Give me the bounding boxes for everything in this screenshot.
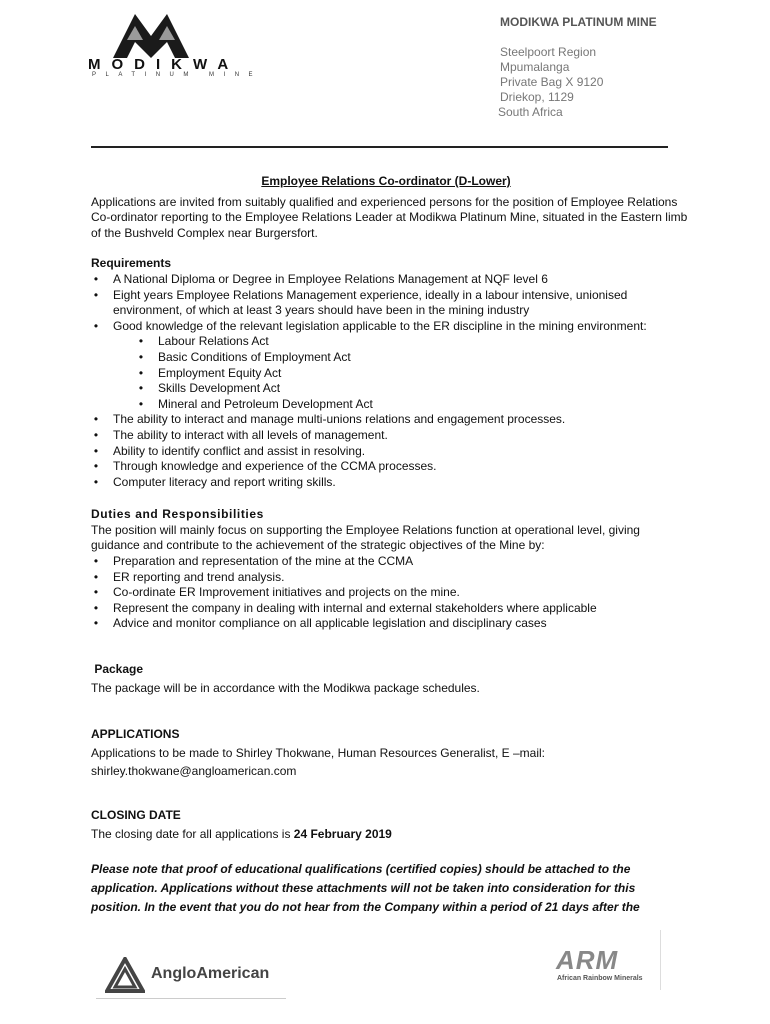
- arm-logo-text: ARM: [556, 945, 619, 975]
- list-item: • Ability to identify conflict and assist in resolving.: [113, 444, 691, 460]
- list-item: • Good knowledge of the relevant legislation applicable to the ER discipline in the mining environment:: [113, 319, 691, 335]
- list-item: • Eight years Employee Relations Management experience, ideally in a labour intensive, unionised environment, of which at least 3 years should have been in the mining industry: [113, 288, 691, 319]
- duties-intro: The position will mainly focus on supporting the Employee Relations function at operational level, giving guidance and contribute to the achievement of the strategic objectives of the Mine by:: [91, 522, 640, 553]
- document-body: [91, 174, 691, 917]
- address-line: Steelpoort Region: [500, 45, 597, 59]
- address-line: Driekop, 1129: [500, 90, 574, 104]
- closing-heading: CLOSING DATE: [91, 808, 181, 822]
- contact-email[interactable]: shirley.thokwane@angloamerican.com: [91, 764, 297, 779]
- requirements-list: [91, 272, 691, 334]
- address-line: Mpumalanga: [500, 60, 570, 74]
- list-item: • Employment Equity Act: [158, 366, 691, 382]
- closing-text: [91, 827, 691, 843]
- legislation-list: [91, 334, 691, 412]
- list-item: • Co-ordinate ER Improvement initiatives and projects on the mine.: [113, 585, 691, 601]
- list-item: • The ability to interact with all levels of management.: [113, 428, 691, 444]
- closing-label: The closing date for all applications is: [91, 826, 294, 841]
- modikwa-logo-mark: [113, 14, 189, 58]
- arm-logo-subtitle: African Rainbow Minerals: [557, 975, 643, 982]
- list-item: • ER reporting and trend analysis.: [113, 570, 691, 586]
- list-item: • Advice and monitor compliance on all applicable legislation and disciplinary cases: [113, 616, 691, 632]
- package-heading: Package: [91, 662, 144, 677]
- address-block: [500, 45, 603, 120]
- address-line: South Africa: [498, 105, 563, 119]
- list-item: • Labour Relations Act: [158, 334, 691, 350]
- list-item: • The ability to interact and manage multi-unions relations and engagement processes.: [113, 412, 691, 428]
- duties-heading: Duties and Responsibilities: [91, 507, 264, 522]
- footer-divider: [96, 998, 286, 999]
- anglo-american-logo-text: AngloAmerican: [151, 965, 270, 982]
- qualification-note: Please note that proof of educational qualifications (certified copies) should be attached to the application. Applications without these attachments will not be taken into consideration for this position. In the event that you do not hear from the Company within a period of 21 days after the: [91, 862, 640, 915]
- list-item: • Mineral and Petroleum Development Act: [158, 397, 691, 413]
- list-item: • A National Diploma or Degree in Employee Relations Management at NQF level 6: [113, 272, 691, 288]
- applications-text: Applications to be made to Shirley Thokwane, Human Resources Generalist, E –mail:: [91, 745, 546, 760]
- anglo-american-logo-icon: [105, 957, 145, 993]
- header-divider: [91, 146, 668, 148]
- modikwa-logo-subtitle: PLATINUM MINE: [92, 72, 263, 78]
- list-item: • Skills Development Act: [158, 381, 691, 397]
- closing-date: 24 February 2019: [293, 826, 392, 841]
- list-item: • Preparation and representation of the mine at the CCMA: [113, 554, 691, 570]
- applications-heading: APPLICATIONS: [91, 727, 180, 742]
- package-text: The package will be in accordance with the Modikwa package schedules.: [91, 680, 480, 695]
- modikwa-logo-wordmark: MODIKWA: [88, 56, 240, 73]
- list-item: • Computer literacy and report writing skills.: [113, 475, 691, 491]
- list-item: • Through knowledge and experience of the CCMA processes.: [113, 459, 691, 475]
- job-intro: Applications are invited from suitably qualified and experienced persons for the position of Employee Relations Co-ordinator reporting to the Employee Relations Leader at Modikwa Platinum Mine, situated in the Eastern limb of the Bushveld Complex near Burgersfort.: [91, 194, 688, 240]
- address-line: Private Bag X 9120: [500, 75, 604, 89]
- mine-title: MODIKWA PLATINUM MINE: [500, 15, 657, 29]
- list-item: • Basic Conditions of Employment Act: [158, 350, 691, 366]
- duties-list: [91, 554, 691, 632]
- job-title: Employee Relations Co-ordinator (D-Lower): [261, 174, 511, 188]
- requirements-list-continued: [91, 412, 691, 490]
- requirements-heading: Requirements: [91, 256, 172, 271]
- list-item: • Represent the company in dealing with internal and external stakeholders where applicable: [113, 601, 691, 617]
